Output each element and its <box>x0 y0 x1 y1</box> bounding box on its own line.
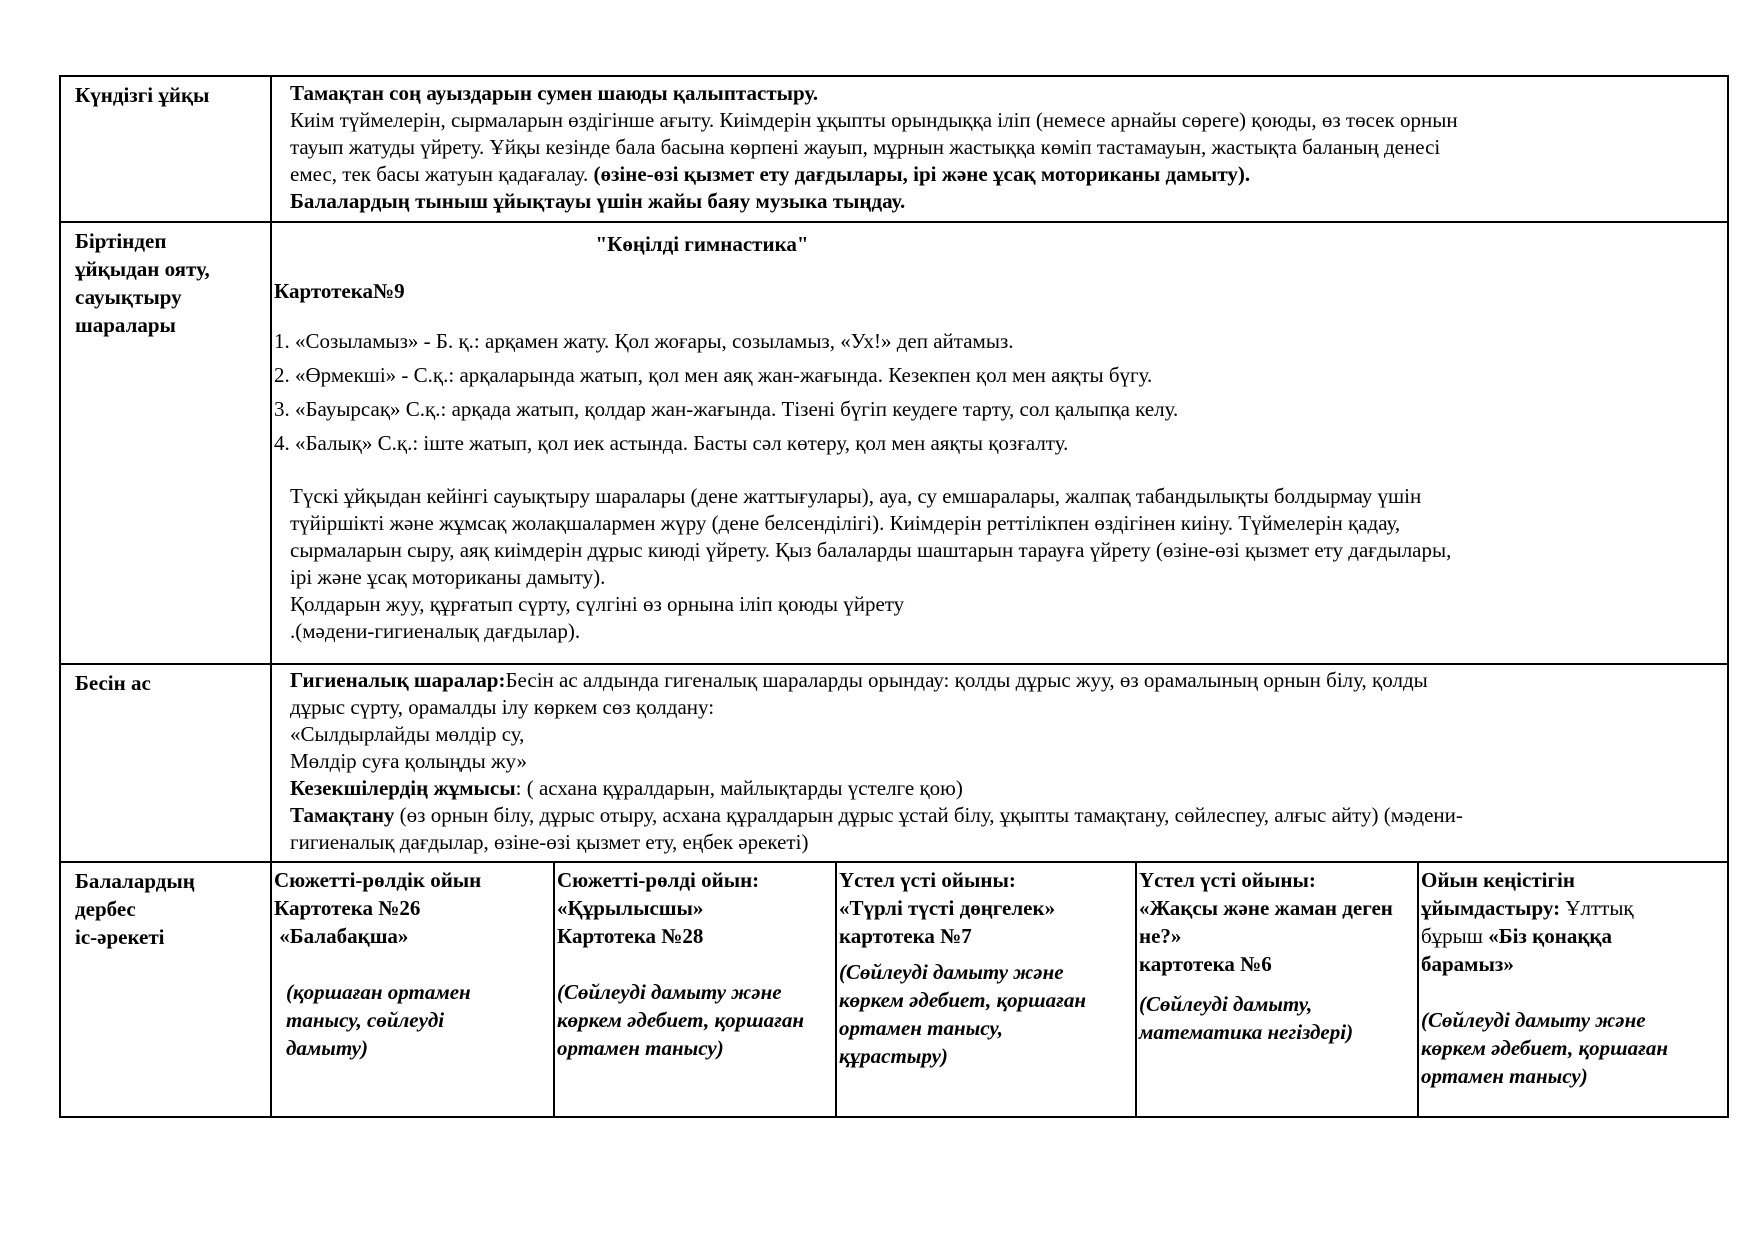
col1-title-3: «Балабақша» <box>274 924 409 948</box>
nap-content <box>272 77 1727 221</box>
snack-last-line: гигиеналық дағдылар, өзіне-өзі қызмет ету, еңбек әрекеті) <box>290 830 809 854</box>
col4-note <box>1139 990 1415 1046</box>
col1-note-3: дамыту) <box>286 1036 369 1060</box>
activity-label-line-1: Балалардың <box>75 869 195 893</box>
col2-note-3: ортамен танысу) <box>557 1036 724 1060</box>
activity-col-5 <box>1417 863 1727 1116</box>
activity-label-line-2: дербес <box>75 897 136 921</box>
row-label-activity <box>61 863 272 1116</box>
hygiene-text: Бесін ас алдында гигеналық шараларды орындау: қолды дұрыс жуу, өз орамалының орнын білу, қолды <box>505 668 1428 692</box>
wake-label-line-3: сауықтыру <box>75 285 182 309</box>
col3-note <box>839 958 1133 1070</box>
poem-line-1: «Сылдырлайды мөлдір су, <box>290 722 525 746</box>
row-afternoon-snack <box>59 665 1729 863</box>
activity-label-line-3: іс-әрекеті <box>75 925 165 949</box>
activity-col-4 <box>1135 863 1417 1116</box>
eating-text: (өз орнын білу, дұрыс отыру, асхана құралдарын дұрыс ұстай білу, ұқыпты тамақтану, сөйлеспеу, алғыс айту) (мәдени- <box>394 803 1463 827</box>
duty-text: : ( асхана құралдарын, майлықтарды үстелге қою) <box>515 776 963 800</box>
col5-title-3-normal: бұрыш <box>1421 924 1489 948</box>
wake-paragraph <box>290 483 1451 645</box>
exercise-item-2: 2. «Өрмекші» - С.қ.: арқаларында жатып, қол мен аяқ жан-жағында. Кезекпен қол мен аяқты бүгу. <box>274 363 1153 387</box>
col4-title-1: Үстел үсті ойыны: <box>1139 868 1316 892</box>
wake-para-line-2: түйіршікті және жұмсақ жолақшалармен жүру (дене белсенділігі). Киімдерін реттілікпен өздігінен киіну. Түймелерін қадау, <box>290 511 1401 535</box>
col1-title-2: Картотека №26 <box>274 896 421 920</box>
hygiene-label: Гигиеналық шаралар: <box>290 668 506 692</box>
col5-note-1: (Сөйлеуді дамыту және <box>1421 1008 1646 1032</box>
wake-label-line-2: ұйқыдан ояту, <box>75 257 210 281</box>
wake-para-line-6: .(мәдени-гигиеналық дағдылар). <box>290 619 581 643</box>
col5-title-2-normal: Ұлттық <box>1560 896 1634 920</box>
col2-title-2: «Құрылысшы» <box>557 896 704 920</box>
exercise-list <box>274 324 1178 460</box>
exercise-item-4: 4. «Балық» С.қ.: іште жатып, қол иек астында. Басты сәл көтеру, қол мен аяқты қозғалту. <box>274 431 1069 455</box>
exercise-item-1: 1. «Созыламыз» - Б. қ.: арқамен жату. Қол жоғары, созыламыз, «Ух!» деп айтамыз. <box>274 329 1014 353</box>
col3-title-3: картотека №7 <box>839 924 972 948</box>
eating-label: Тамақтану <box>290 803 395 827</box>
col1-note <box>274 978 551 1062</box>
col3-title-2: «Түрлі түсті дөңгелек» <box>839 896 1056 920</box>
col4-title-2: «Жақсы және жаман деген <box>1139 896 1393 920</box>
col3-note-1: (Сөйлеуді дамыту және <box>839 960 1064 984</box>
row-daytime-nap <box>59 75 1729 223</box>
col2-note-1: (Сөйлеуді дамыту және <box>557 980 782 1004</box>
col5-title-4: барамыз» <box>1421 952 1514 976</box>
row-gradual-wake <box>59 223 1729 665</box>
col5-title-3 <box>1421 922 1725 950</box>
activity-col-1 <box>272 863 553 1116</box>
nap-heading: Тамақтан соң ауыздарын сумен шаюды қалыптастыру. <box>290 81 819 105</box>
wake-para-line-5: Қолдарын жуу, құрғатып сүрту, сүлгіні өз орнына іліп қоюды үйрету <box>290 592 905 616</box>
col2-note <box>557 978 833 1062</box>
col5-title-1: Ойын кеңістігін <box>1421 868 1575 892</box>
duty-line <box>290 775 1727 802</box>
wake-para-line-4: ірі және ұсақ моториканы дамыту). <box>290 565 606 589</box>
col5-title-2 <box>1421 894 1725 922</box>
duty-label: Кезекшілердің жұмысы <box>290 776 516 800</box>
col4-note-1: (Сөйлеуді дамыту, <box>1139 992 1313 1016</box>
col3-note-4: құрастыру) <box>839 1044 948 1068</box>
eating-line <box>290 802 1727 829</box>
col5-title-3-bold: «Біз қонаққа <box>1488 924 1613 948</box>
col2-title-1: Сюжетті-рөлді ойын: <box>557 868 760 892</box>
col3-note-2: көркем әдебиет, қоршаған <box>839 988 1086 1012</box>
activity-col-2 <box>553 863 835 1116</box>
activity-col-3 <box>835 863 1135 1116</box>
col4-title-4: картотека №6 <box>1139 952 1272 976</box>
col1-title-1: Сюжетті-рөлдік ойын <box>274 868 482 892</box>
row-label-wake <box>61 223 272 663</box>
col5-title-2-bold: ұйымдастыру: <box>1421 896 1561 920</box>
poem-line-2: Мөлдір суға қолыңды жу» <box>290 749 527 773</box>
wake-para-line-1: Түскі ұйқыдан кейінгі сауықтыру шаралары (дене жаттығулары), ауа, су емшаралары, жалпақ табандылықты болдырмау үшін <box>290 484 1422 508</box>
wake-para-line-3: сырмаларын сыру, аяқ киімдерін дұрыс киюді үйрету. Қыз балаларды шаштарын тарауға үйрету (өзіне-өзі қызмет ету дағдылары, <box>290 538 1452 562</box>
snack-line-1 <box>290 667 1727 694</box>
wake-content <box>272 223 1727 663</box>
col4-note-2: математика негіздері) <box>1139 1020 1354 1044</box>
col5-note <box>1421 1006 1725 1090</box>
col3-title-1: Үстел үсті ойыны: <box>839 868 1016 892</box>
col2-note-2: көркем әдебиет, қоршаған <box>557 1008 804 1032</box>
row-independent-activity <box>59 863 1729 1118</box>
col1-note-2: танысу, сөйлеуді <box>286 1008 445 1032</box>
exercise-item-3: 3. «Бауырсақ» С.қ.: арқада жатып, қолдар жан-жағында. Тізені бүгіп кеудеге тарту, сол қалыпқа келу. <box>274 397 1179 421</box>
card-number: Картотека№9 <box>274 279 405 303</box>
row-label-nap: Күндізгі ұйқы <box>61 77 272 221</box>
snack-content <box>272 665 1727 861</box>
col2-title-3: Картотека №28 <box>557 924 704 948</box>
nap-line-3-text: емес, тек басы жатуын қадағалау. <box>290 162 589 186</box>
nap-line-3 <box>290 161 1727 188</box>
col1-note-1: (қоршаған ортамен <box>286 980 471 1004</box>
nap-footer: Балалардың тыныш ұйықтауы үшін жайы баяу музыка тыңдау. <box>290 189 906 213</box>
nap-line-1: Киім түймелерін, сырмаларын өздігінше ағыту. Киімдерін ұқыпты орындыққа іліп (немесе арнайы сөреге) қоюды, өз төсек орнын <box>290 108 1458 132</box>
col4-title-3: не?» <box>1139 924 1182 948</box>
wake-label-line-1: Біртіндеп <box>75 229 167 253</box>
col5-note-3: ортамен танысу) <box>1421 1064 1588 1088</box>
snack-line-2: дұрыс сүрту, орамалды ілу көркем сөз қолдану: <box>290 695 715 719</box>
activity-columns <box>272 863 1727 1116</box>
wake-label-line-4: шаралары <box>75 313 176 337</box>
gymnastics-title: "Көңілді гимнастика" <box>595 232 809 256</box>
nap-line-2: тауып жатуды үйрету. Ұйқы кезінде бала басына көрпені жауып, мұрнын жастыққа көміп тастамауын, жастықта баланың денесі <box>290 135 1441 159</box>
nap-line-3-bold: (өзіне-өзі қызмет ету дағдылары, ірі және ұсақ моториканы дамыту). <box>593 162 1251 186</box>
col3-note-3: ортамен танысу, <box>839 1016 1003 1040</box>
row-label-snack: Бесін ас <box>61 665 272 861</box>
col5-note-2: көркем әдебиет, қоршаған <box>1421 1036 1668 1060</box>
